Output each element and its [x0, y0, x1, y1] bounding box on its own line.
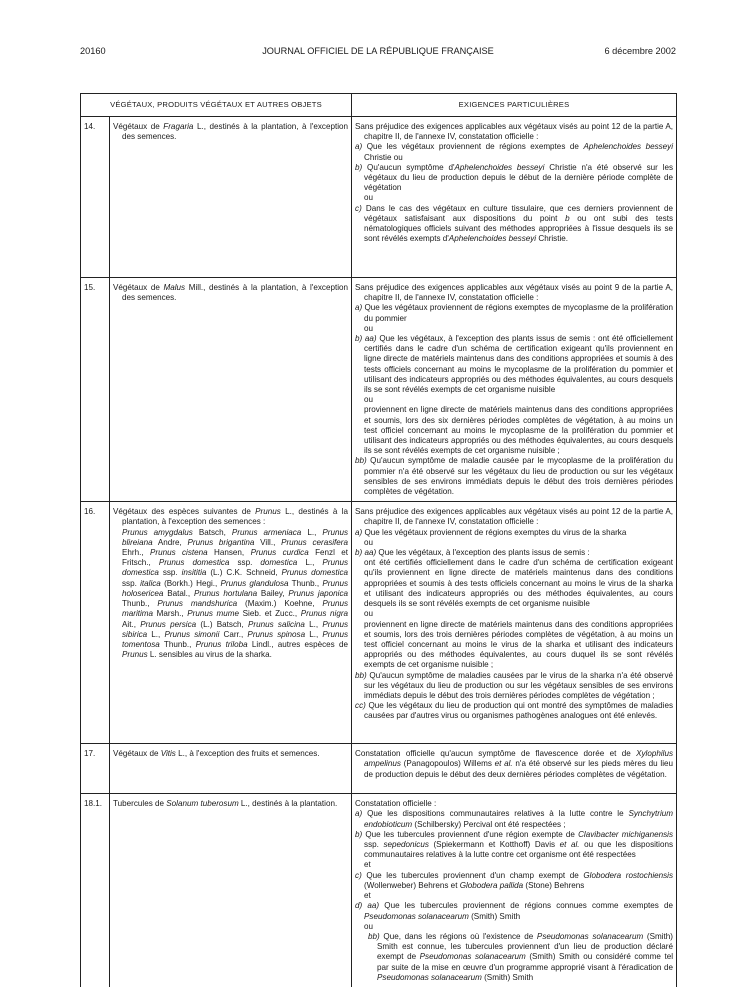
species-authority: L.,: [304, 619, 323, 629]
species-name: Prunus curdica: [250, 548, 309, 558]
species-name: Prunus nigra: [300, 609, 349, 619]
plant-description: Végétaux de Vitis L., à l'exception des fruits et semences.: [110, 744, 352, 794]
species-name: Prunus brigantina: [187, 537, 255, 547]
species-name: Prunus: [122, 650, 148, 660]
species-authority: Marsh.,: [153, 609, 188, 619]
plant-description: Végétaux de Malus Mill., destinés à la plantation, à l'exception des semences.: [110, 278, 352, 502]
species-authority: L.,: [305, 629, 323, 639]
requirements: Constatation officielle qu'aucun symptôme de flavescence dorée et de Xylophilus ampelinus (Panagopoulos) Willems et al. n'a été observé sur les pieds mères du lieu de production depuis le début des deux dernières périodes complètes de végétation.: [352, 744, 677, 794]
species-name: insititia: [181, 568, 207, 578]
species-name: italica: [140, 578, 161, 588]
species-name: Prunus blireiana: [122, 527, 349, 547]
table-row: [81, 744, 677, 794]
species-name: Prunus spinosa: [247, 629, 306, 639]
species-authority: L.,: [301, 527, 323, 537]
plant-description: Végétaux de Fragaria L., destinés à la plantation, à l'exception des semences.: [110, 117, 352, 278]
species-authority: Batal.,: [163, 588, 194, 598]
plant-description: Végétaux des espèces suivantes de Prunus L., destinés à la plantation, à l'exception des semences : Prunus amygdalus Batsch, Prunus armeniaca L., Prunus blireiana Andre, Prunus brigantina Vill., Prunus cerasifera Ehrh., Prunus cistena Hansen, Prunus curdica Fenzl et Fritsch., Prunus domestica ssp. domestica L., Prunus domestica ssp. insititia (L.) C.K. Schneid, Prunus domestica ssp. italica (Borkh.) Hegi., Prunus glandulosa Thunb., Prunus holosericea Batal., Prunus hortulana Bailey, Prunus japonica Thunb., Prunus mandshurica (Maxim.) Koehne, Prunus maritima Marsh., Prunus mume Sieb. et Zucc., Prunus nigra Ait., Prunus persica (L.) Batsch, Prunus salicina L., Prunus sibirica L., Prunus simonii Carr., Prunus spinosa L., Prunus tomentosa Thunb., Prunus triloba Lindl., autres espèces de Prunus L. sensibles au virus de la sharka.: [110, 502, 352, 744]
species-name: Prunus holosericea: [122, 578, 349, 598]
species-name: Prunus simonii: [164, 629, 220, 639]
species-name: Prunus domestica: [158, 558, 230, 568]
species-name: Prunus sibirica: [122, 619, 349, 639]
species-name: Prunus persica: [140, 619, 197, 629]
table-header-row: [81, 94, 677, 117]
species-name: domestica: [260, 558, 298, 568]
species-authority: Carr.,: [219, 629, 248, 639]
species-authority: Thunb.,: [159, 639, 196, 649]
species-name: Prunus domestica: [122, 558, 349, 578]
species-authority: (Borkh.) Hegi.,: [160, 578, 221, 588]
species-authority: ssp.: [158, 568, 182, 578]
species-authority: ssp.: [229, 558, 261, 568]
publication-date: 6 décembre 2002: [604, 46, 676, 56]
requirements: Sans préjudice des exigences applicables aux végétaux visés au point 12 de la partie A, chapitre II, de l'annexe IV, constatation officielle : a) Que les végétaux proviennent de régions exemptes du virus de la sharka ou b) aa) Que les végétaux, à l'exception des plants issus de semis : ont été certifiés officiellement dans le cadre d'un schéma de certification exigeant qu'ils proviennent en ligne directe de matériels maintenus dans des conditions appropriées et soumis à des tests officiels concernant au moins le virus de la sharka et utilisant des indicateurs appropriés ou des méthodes équivalentes, au cours desquels ils se sont révélés exempts de cet organisme nuisible ou proviennent en ligne directe de matériels maintenus dans des conditions appropriées et soumis, lors des trois dernières périodes complètes de végétation, à au moins un test officiel concernant au moins le virus de la sharka et utilisant des indicateurs appropriés ou des méthodes équivalentes, au cours duquel ils se sont révélés exempts de cet organisme nuisible ; bb) Qu'aucun symptôme de maladies causées par le virus de la sharka n'a été observé sur les végétaux du lieu de production ou sur les végétaux sensibles de ses environs immédiats depuis le début des trois dernières périodes complètes de végétation ; cc) Que les végétaux du lieu de production qui ont montré des symptômes de maladies causées par d'autres virus ou organismes pathogènes analogues ont été enlevés.: [352, 502, 677, 744]
column-header-requirements: EXIGENCES PARTICULIÈRES: [352, 94, 677, 117]
species-authority: Thunb.,: [122, 599, 158, 609]
row-number: 14.: [81, 117, 110, 278]
species-authority: Ehrh.,: [122, 548, 150, 558]
species-name: Prunus tomentosa: [122, 629, 348, 649]
species-authority: Batsch,: [192, 527, 232, 537]
species-authority: Fenzl et Fritsch.,: [122, 548, 349, 568]
prunus-species-list: [113, 528, 348, 661]
species-authority: ssp.: [122, 578, 141, 588]
row-number: 16.: [81, 502, 110, 744]
table-row: [81, 117, 677, 278]
species-authority: (Maxim.) Koehne,: [237, 599, 323, 609]
species-name: Prunus glandulosa: [220, 578, 289, 588]
plant-description: Tubercules de Solanum tuberosum L., destinés à la plantation.: [110, 794, 352, 987]
species-name: Prunus salicina: [248, 619, 305, 629]
species-authority: Bailey,: [257, 588, 289, 598]
table-row: [81, 278, 677, 502]
species-authority: (L.) C.K. Schneid,: [206, 568, 282, 578]
species-authority: L.,: [297, 558, 323, 568]
table-row: [81, 794, 677, 987]
column-header-plants: VÉGÉTAUX, PRODUITS VÉGÉTAUX ET AUTRES OBJETS: [81, 94, 352, 117]
species-name: Prunus maritima: [122, 599, 349, 619]
requirements-table: [80, 93, 677, 987]
species-name: Prunus mume: [187, 609, 240, 619]
species-authority: Lindl., autres espèces de: [247, 639, 348, 649]
row-number: 18.1.: [81, 794, 110, 987]
species-name: Prunus cerasifera: [281, 537, 349, 547]
row-number: 17.: [81, 744, 110, 794]
species-name: Prunus armeniaca: [231, 527, 302, 537]
species-authority: Vill.,: [254, 537, 282, 547]
page-header: [80, 46, 676, 60]
species-authority: Sieb. et Zucc.,: [239, 609, 301, 619]
species-name: Prunus cistena: [149, 548, 208, 558]
species-name: Prunus hortulana: [193, 588, 258, 598]
species-name: Prunus triloba: [195, 639, 248, 649]
species-name: Prunus mandshurica: [157, 599, 238, 609]
species-authority: L.,: [147, 629, 165, 639]
species-authority: L. sensibles au virus de la sharka.: [147, 650, 272, 660]
requirements: Sans préjudice des exigences applicables aux végétaux visés au point 12 de la partie A, chapitre II, de l'annexe IV, constatation officielle : a) Que les végétaux proviennent de régions exemptes de Aphelenchoides besseyi Christie ou b) Qu'aucun symptôme d'Aphelenchoides besseyi Christie n'a été observé sur les végétaux du lieu de production depuis le début de la dernière période complète de végétation ou c) Dans le cas des végétaux en culture tissulaire, que ces derniers proviennent de végétaux satisfaisant aux dispositions du point b ou ont subi des tests nématologiques officiels suivant des méthodes appropriées à l'issue desquels ils se sont révélés exempts d'Aphelenchoides besseyi Christie.: [352, 117, 677, 278]
requirements: Constatation officielle : a) Que les dispositions communautaires relatives à la lutte contre le Synchytrium endobioticum (Schilbersky) Percival ont été respectées ; b) Que les tubercules proviennent d'une région exempte de Clavibacter michiganensis ssp. sepedonicus (Spiekermann et Kotthoff) Davis et al. ou que les dispositions communautaires relatives à la lutte contre cet organisme ont été respectées et c) Que les tubercules proviennent d'un champ exempt de Globodera rostochiensis (Wollenweber) Behrens et Globodera pallida (Stone) Behrens et d) aa) Que les tubercules proviennent de régions connues comme exemptes de Pseudomonas solanacearum (Smith) Smith ou bb) Que, dans les régions où l'existence de Pseudomonas solanacearum (Smith) Smith est connue, les tubercules proviennent d'un lieu de production déclaré exempt de Pseudomonas solanacearum (Smith) Smith ou considéré comme tel par suite de la mise en œuvre d'un programme approprié visant à l'éradication de Pseudomonas solanacearum (Smith) Smith: [352, 794, 677, 987]
species-name: Prunus amygdalus: [122, 527, 193, 537]
species-authority: Hansen,: [207, 548, 251, 558]
species-authority: Ait.,: [122, 619, 141, 629]
species-name: Prunus japonica: [288, 588, 348, 598]
species-authority: (L.) Batsch,: [196, 619, 249, 629]
requirements: Sans préjudice des exigences applicables aux végétaux visés au point 9 de la partie A, chapitre II, de l'annexe IV, constatation officielle : a) Que les végétaux proviennent de régions exemptes de mycoplasme de la prolifération du pommier ou b) aa) Que les végétaux, à l'exception des plants issus de semis : ont été officiellement certifiés dans le cadre d'un schéma de certification exigeant qu'ils proviennent en ligne directe de matériels maintenus dans des conditions appropriées et soumis à des tests officiels concernant au moins le mycoplasme de la prolifération du pommier et utilisant des indicateurs appropriés ou des méthodes équivalentes, au cours desquels ils se sont révélés exempts de cet organisme nuisible ou proviennent en ligne directe de matériels maintenus dans des conditions appropriées et soumis, lors des six dernières périodes complètes de végétation, à au moins un test officiel concernant au moins le mycoplasme de la prolifération du pommier et utilisant des indicateurs appropriés ou des méthodes équivalentes, au cours desquels ils se sont révélés exempts de cet organisme nuisible ; bb) Qu'aucun symptôme de maladie causée par le mycoplasme de la prolifération du pommier n'a été observé sur les végétaux du lieu de production ou sur les végétaux sensibles de ses environs immédiats depuis le début des trois dernières périodes complètes de végétation.: [352, 278, 677, 502]
table-row: [81, 502, 677, 744]
species-name: Prunus domestica: [281, 568, 349, 578]
page-number: 20160: [80, 46, 106, 56]
species-authority: Andre,: [152, 537, 188, 547]
species-authority: Thunb.,: [288, 578, 323, 588]
journal-title: JOURNAL OFFICIEL DE LA RÉPUBLIQUE FRANÇAISE: [262, 46, 494, 56]
row-number: 15.: [81, 278, 110, 502]
